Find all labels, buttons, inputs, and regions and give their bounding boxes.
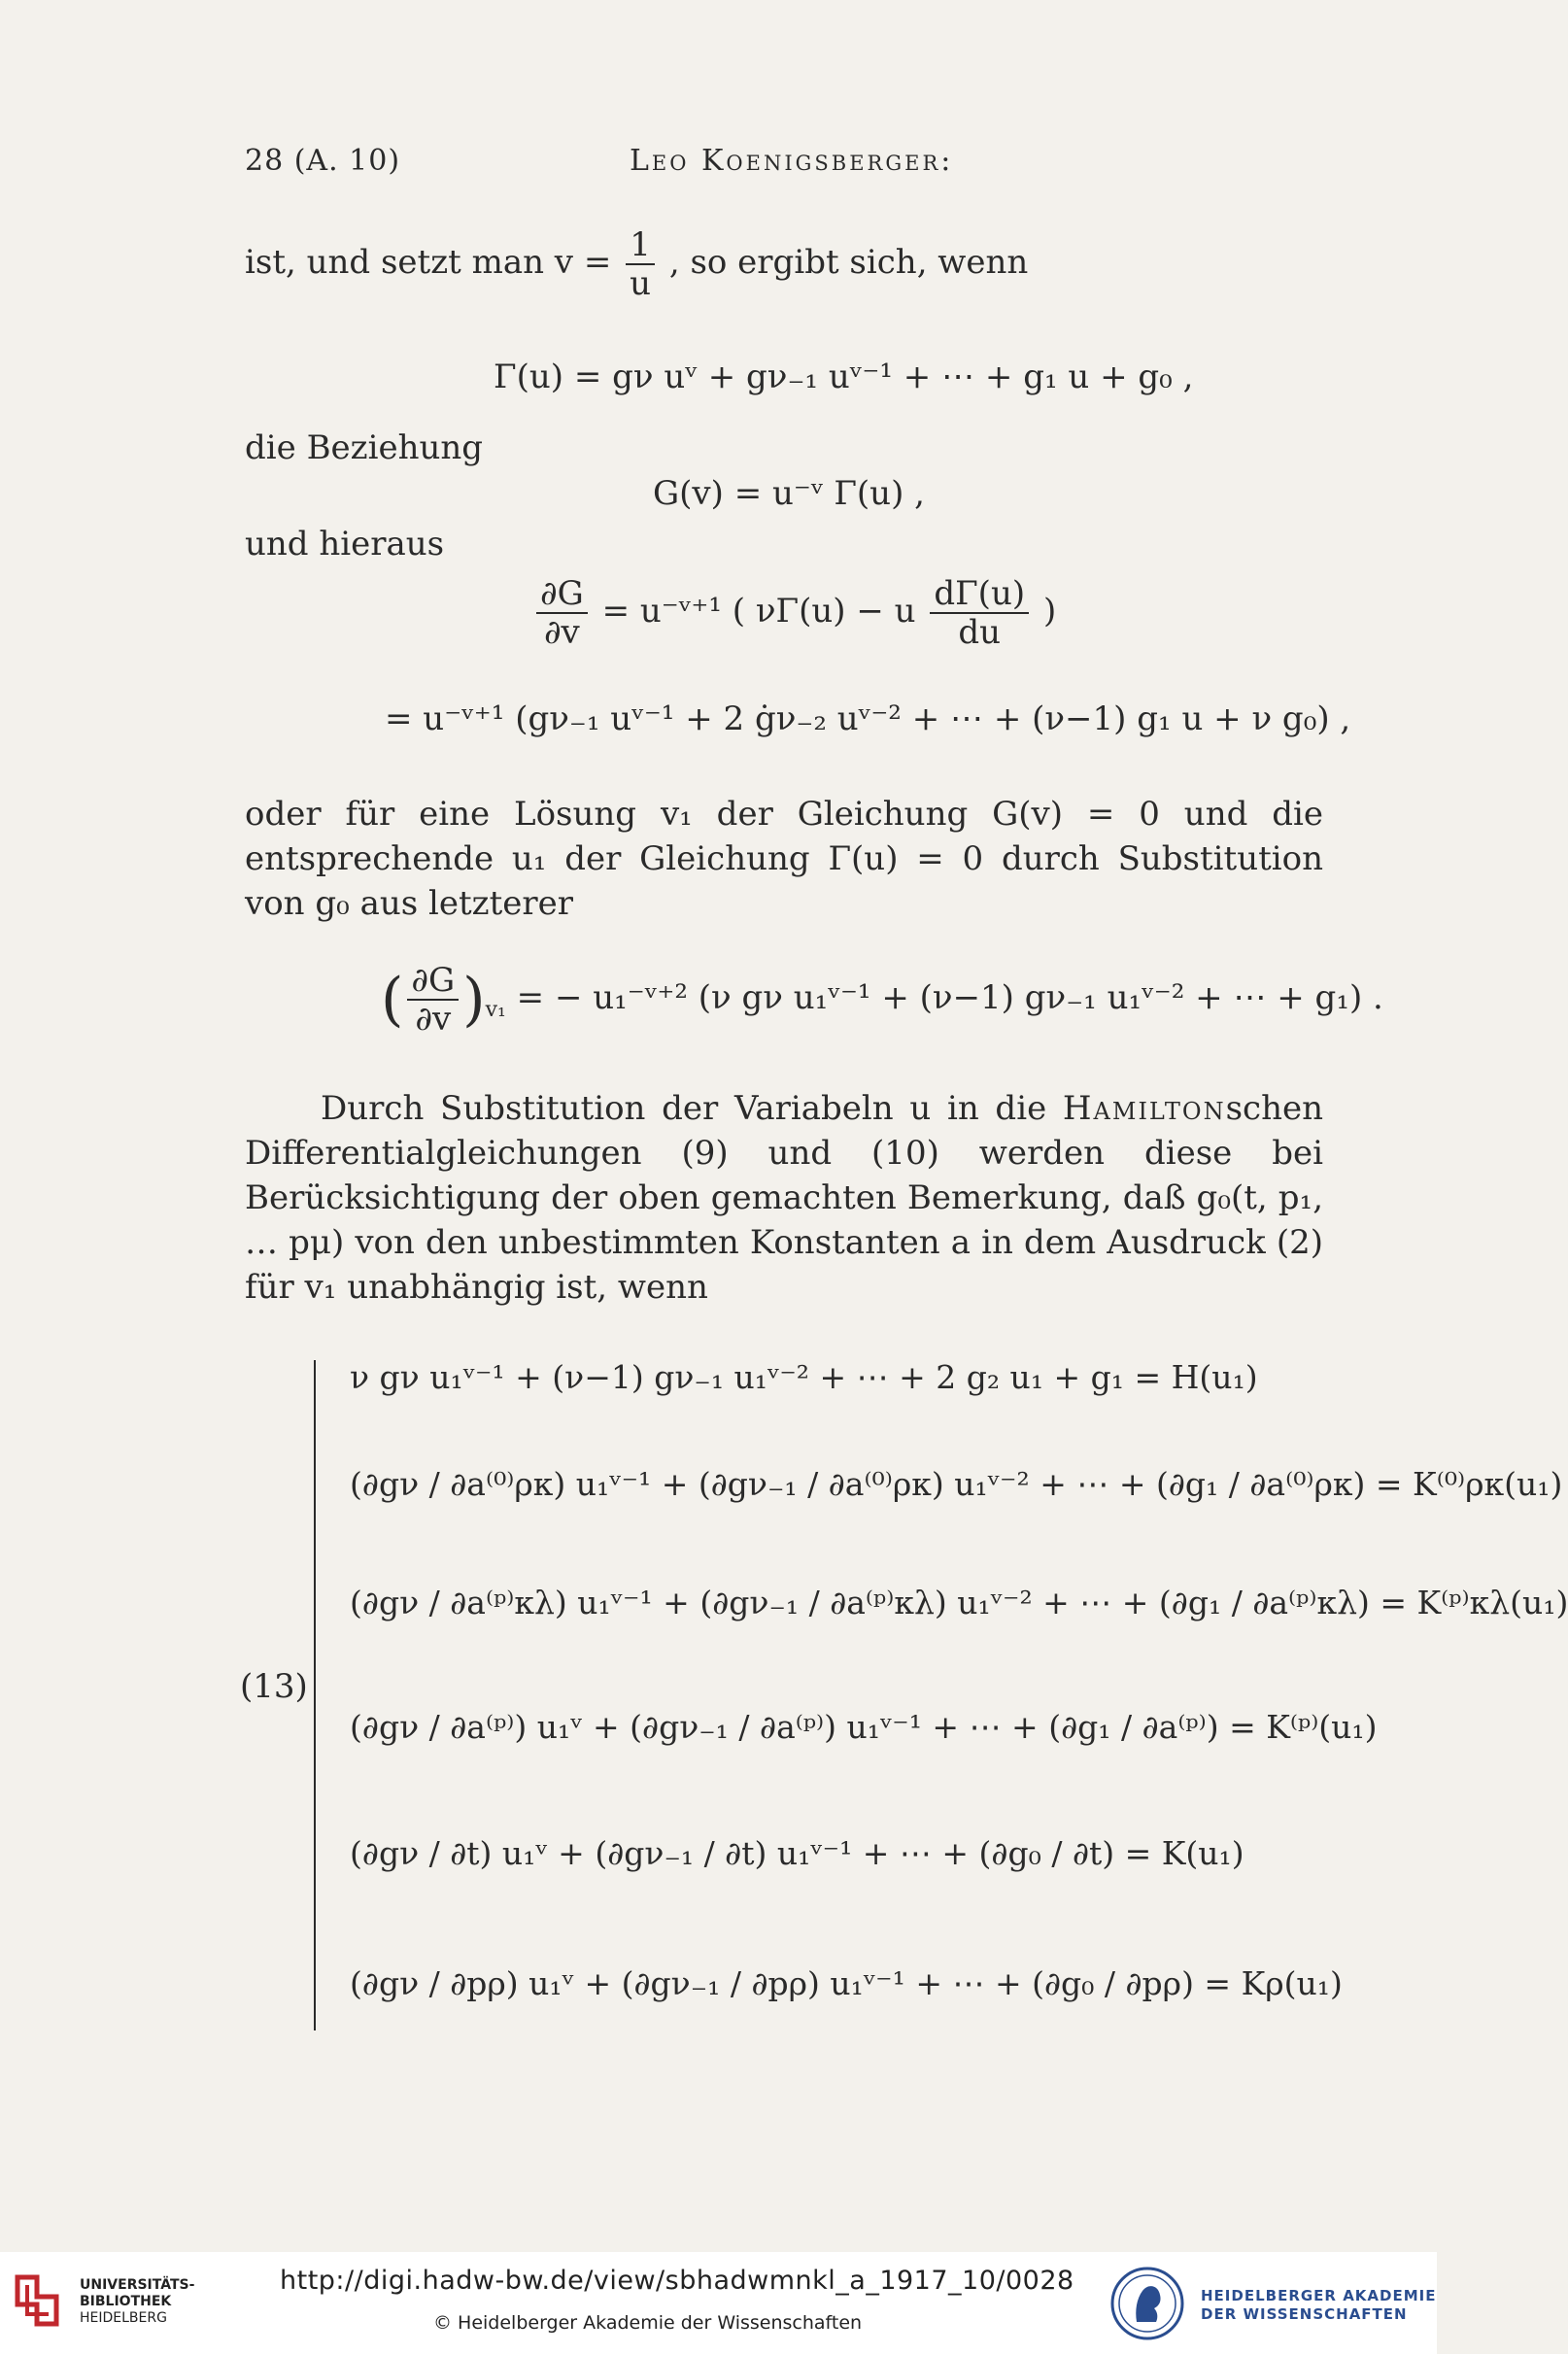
frac-numerator: ∂G <box>536 575 588 614</box>
dG-rhs-close: ) <box>1042 592 1057 631</box>
frac-denominator: u <box>630 264 652 303</box>
intro-line <box>245 226 1028 302</box>
ub-line-3: HEIDELBERG <box>80 2310 167 2326</box>
system-row-5: (∂gν / ∂t) u₁ᵛ + (∂gν₋₁ / ∂t) u₁ᵛ⁻¹ + ⋯ + (∂g₀ / ∂t) = K(u₁) <box>350 1834 1244 1872</box>
name-hamilton: Hamilton <box>1062 1089 1226 1128</box>
frac-numerator: ∂G <box>407 962 459 1001</box>
equation-Gv: G(v) = u⁻ᵛ Γ(u) , <box>653 474 925 513</box>
intro-text-b: , so ergibt sich, wenn <box>668 243 1029 282</box>
equation-gamma: Γ(u) = gν uᵛ + gν₋₁ uᵛ⁻¹ + ⋯ + g₁ u + g₀ , <box>494 358 1194 396</box>
subscript-v1: v₁ <box>485 997 506 1022</box>
intro-text-a: ist, und setzt man v = <box>245 243 612 282</box>
system-row-6: (∂gν / ∂pρ) u₁ᵛ + (∂gν₋₁ / ∂pρ) u₁ᵛ⁻¹ + ⋯ + (∂g₀ / ∂pρ) = Kρ(u₁) <box>350 1964 1343 2002</box>
footer-bar <box>0 2252 1437 2354</box>
frac-numerator: 1 <box>626 226 655 265</box>
equation-dG-dv <box>532 575 1056 651</box>
frac-numerator: dΓ(u) <box>930 575 1029 614</box>
university-library-name <box>80 2277 194 2327</box>
page-number: 28 (A. 10) <box>245 144 401 178</box>
ub-line-1: UNIVERSITÄTS- <box>80 2277 195 2293</box>
fraction-one-over-u <box>626 226 655 302</box>
fraction-dG-dv-v1 <box>407 962 459 1038</box>
hadw-line-1: HEIDELBERGER AKADEMIE <box>1201 2287 1437 2304</box>
frac-denominator: ∂v <box>543 613 580 652</box>
equation-dG-v1: ( $\frac{\partial G}{\partial v}$ )$_{v_1}$ = − u₁⁻ᵛ⁺² (ν gν u₁ᵛ⁻¹ + (ν−1) gν₋₁ u₁ᵛ⁻² + ⋯ + g₁) . <box>381 961 1383 1039</box>
p3-post: schen Differentialgleichungen (9) und (10) werden diese bei Berücksichtigung der oben gemachten Bemerkung, daß g₀(t, p₁, … pμ) von den unbestimmten Konstanten a in dem Ausdruck (2) für v₁ unabhängig ist, wenn <box>245 1089 1323 1307</box>
p3-pre: Durch Substitution der Variabeln u in die <box>321 1089 1047 1128</box>
paragraph-losung: oder für eine Lösung v₁ der Gleichung G(v) = 0 und die entsprechende u₁ der Gleichung Γ(u) = 0 durch Substitution von g₀ aus letzterer <box>245 795 1323 923</box>
ub-line-2: BIBLIOTHEK <box>80 2294 172 2309</box>
system-row-2: (∂gν / ∂a⁽⁰⁾ρκ) u₁ᵛ⁻¹ + (∂gν₋₁ / ∂a⁽⁰⁾ρκ) u₁ᵛ⁻² + ⋯ + (∂g₁ / ∂a⁽⁰⁾ρκ) = K⁽⁰⁾ρκ(u₁) <box>350 1465 1563 1503</box>
fraction-dGamma-du <box>930 575 1029 651</box>
frac-denominator: du <box>958 613 1002 652</box>
system-row-1: ν gν u₁ᵛ⁻¹ + (ν−1) gν₋₁ u₁ᵛ⁻² + ⋯ + 2 g₂ u₁ + g₁ = H(u₁) <box>350 1358 1258 1396</box>
system-row-3: (∂gν / ∂a⁽ᵖ⁾κλ) u₁ᵛ⁻¹ + (∂gν₋₁ / ∂a⁽ᵖ⁾κλ) u₁ᵛ⁻² + ⋯ + (∂g₁ / ∂a⁽ᵖ⁾κλ) = K⁽ᵖ⁾κλ(u₁) <box>350 1584 1568 1621</box>
text-und-hieraus: und hieraus <box>245 525 445 563</box>
equation-number-13: (13) <box>240 1667 308 1706</box>
university-library-logo-icon <box>14 2273 60 2328</box>
dG-v1-rhs: = − u₁⁻ᵛ⁺² (ν gν u₁ᵛ⁻¹ + (ν−1) gν₋₁ u₁ᵛ⁻² + ⋯ + g₁) . <box>516 978 1383 1017</box>
running-title: Leo Koenigsberger: <box>630 144 954 178</box>
hadw-line-2: DER WISSENSCHAFTEN <box>1201 2305 1408 2323</box>
fraction-dG-dv <box>536 575 588 651</box>
equation-dG-line2: = u⁻ᵛ⁺¹ (gν₋₁ uᵛ⁻¹ + 2 ġν₋₂ uᵛ⁻² + ⋯ + (ν−1) g₁ u + ν g₀) , <box>385 699 1351 738</box>
text-die-beziehung: die Beziehung <box>245 428 484 467</box>
frac-denominator: ∂v <box>415 1000 452 1039</box>
system-row-4: (∂gν / ∂a⁽ᵖ⁾) u₁ᵛ + (∂gν₋₁ / ∂a⁽ᵖ⁾) u₁ᵛ⁻¹ + ⋯ + (∂g₁ / ∂a⁽ᵖ⁾) = K⁽ᵖ⁾(u₁) <box>350 1708 1378 1746</box>
academy-name <box>1201 2287 1437 2324</box>
paragraph-durch-substitution <box>245 1086 1323 1310</box>
dG-rhs: = u⁻ᵛ⁺¹ ( νΓ(u) − u <box>601 592 916 631</box>
copyright-notice: © Heidelberger Akademie der Wissenschaften <box>433 2312 863 2334</box>
academy-seal-icon <box>1109 2266 1185 2341</box>
permalink-url[interactable]: http://digi.hadw-bw.de/view/sbhadwmnkl_a_1917_10/0028 <box>280 2266 1074 2296</box>
system-brace <box>314 1360 329 2030</box>
